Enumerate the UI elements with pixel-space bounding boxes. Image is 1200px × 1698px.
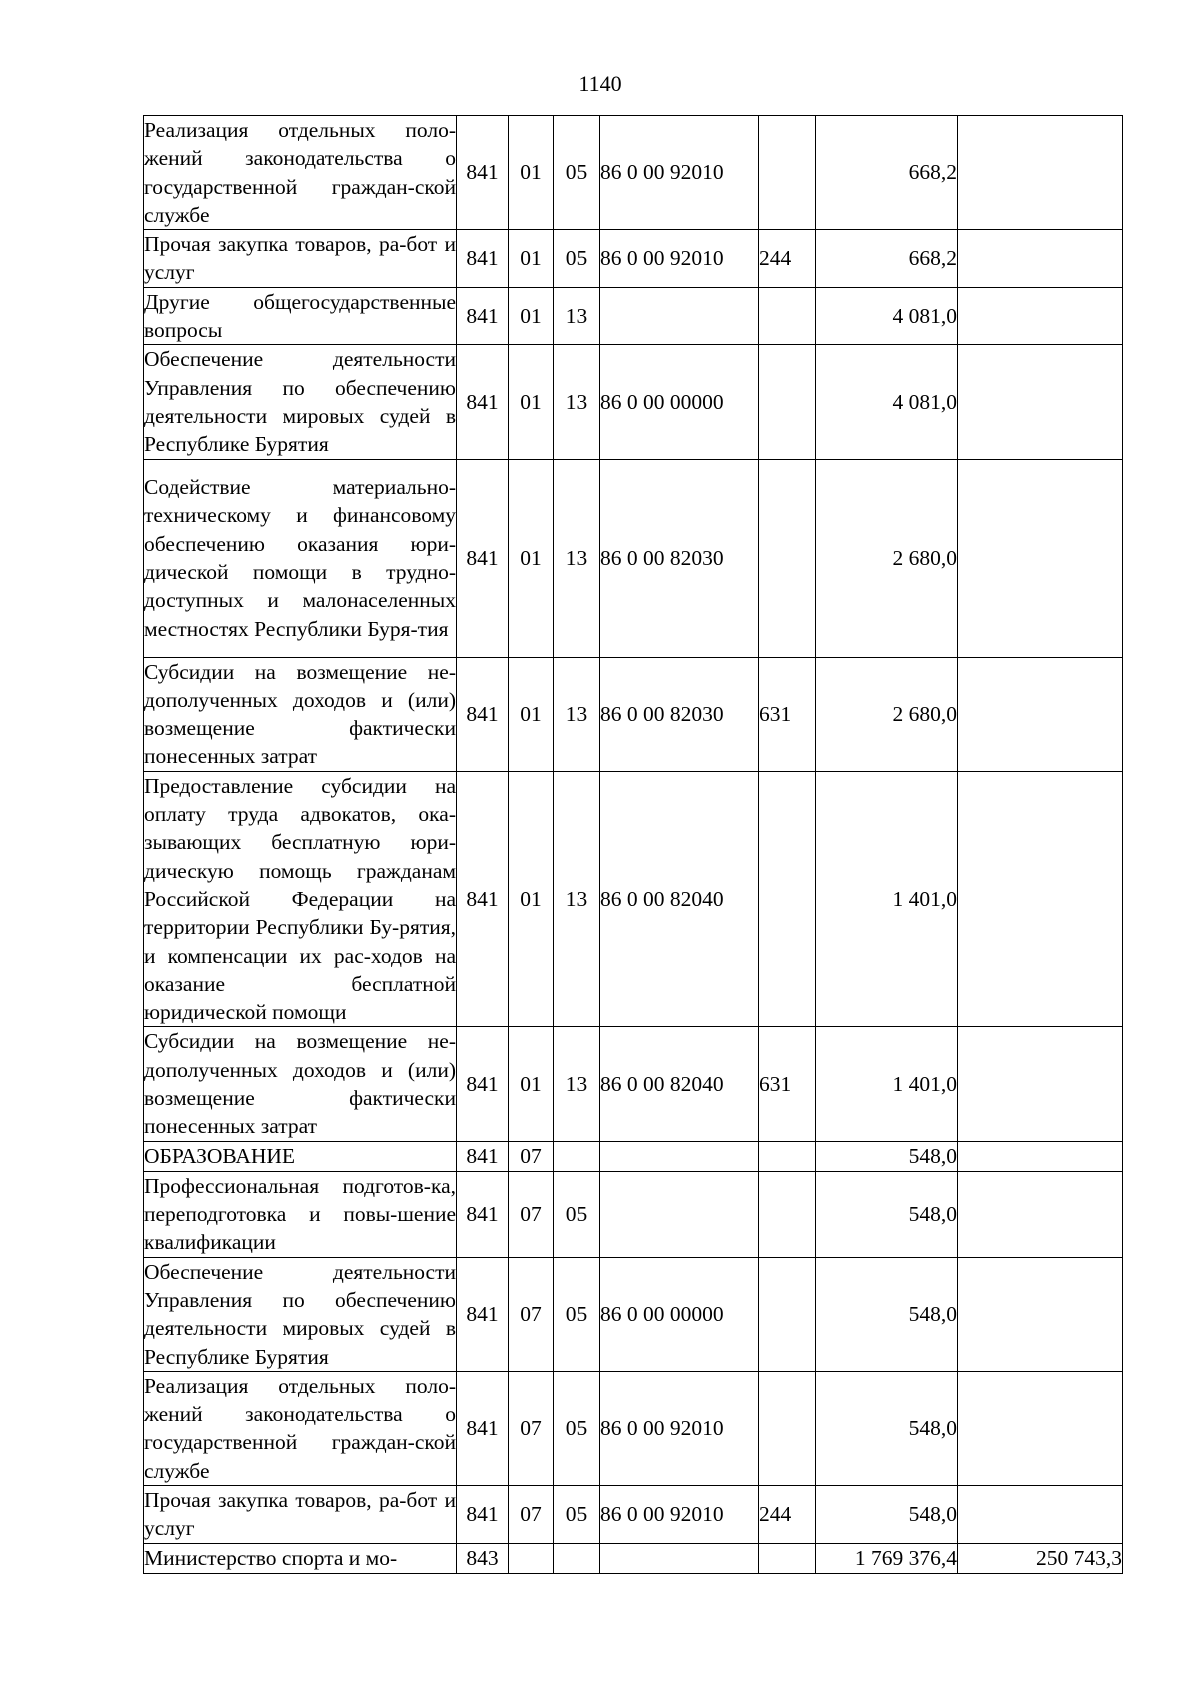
row-csr: 86 0 00 82030: [600, 657, 759, 771]
row-sum2: [958, 287, 1123, 345]
row-sum1: 1 401,0: [816, 1027, 958, 1141]
table-row: [144, 345, 1123, 459]
row-sum1: 1 401,0: [816, 771, 958, 1027]
row-pr: 13: [554, 459, 600, 657]
row-csr: 86 0 00 00000: [600, 345, 759, 459]
row-name: Предоставление субсидии на оплату труда адвокатов, ока-зывающих бесплатную юри-дическую помощь гражданам Российской Федерации на территории Республики Бу-рятия, и компенсации их рас-ходов на оказание бесплатной юридической помощи: [144, 771, 457, 1027]
row-sum2: [958, 1257, 1123, 1371]
row-csr: 86 0 00 92010: [600, 1371, 759, 1485]
row-name: Субсидии на возмещение не-дополученных доходов и (или) возмещение фактически понесенных затрат: [144, 657, 457, 771]
row-csr: 86 0 00 82040: [600, 771, 759, 1027]
row-pr: 05: [554, 230, 600, 288]
row-rz: 07: [509, 1171, 554, 1257]
row-rz: 07: [509, 1257, 554, 1371]
row-grbs: 841: [457, 771, 509, 1027]
row-name: Обеспечение деятельности Управления по обеспечению деятельности мировых судей в Республике Бурятия: [144, 345, 457, 459]
row-name: Обеспечение деятельности Управления по обеспечению деятельности мировых судей в Республике Бурятия: [144, 1257, 457, 1371]
row-rz: [509, 1543, 554, 1573]
row-grbs: 843: [457, 1543, 509, 1573]
table-row: [144, 116, 1123, 230]
row-vr: 631: [759, 1027, 816, 1141]
row-name: Реализация отдельных поло-жений законодательства о государственной граждан-ской службе: [144, 116, 457, 230]
row-sum1: 548,0: [816, 1141, 958, 1171]
row-rz: 07: [509, 1371, 554, 1485]
row-pr: [554, 1543, 600, 1573]
budget-table: [143, 115, 1123, 1574]
row-csr: [600, 1171, 759, 1257]
row-pr: 13: [554, 287, 600, 345]
row-sum2: [958, 116, 1123, 230]
row-sum2: 250 743,3: [958, 1543, 1123, 1573]
row-vr: [759, 1141, 816, 1171]
row-vr: 631: [759, 657, 816, 771]
row-sum2: [958, 230, 1123, 288]
table-row: [144, 1257, 1123, 1371]
row-rz: 07: [509, 1141, 554, 1171]
row-sum1: 548,0: [816, 1485, 958, 1543]
row-pr: [554, 1141, 600, 1171]
row-grbs: 841: [457, 1171, 509, 1257]
row-pr: 13: [554, 1027, 600, 1141]
row-sum1: 548,0: [816, 1171, 958, 1257]
row-rz: 01: [509, 459, 554, 657]
row-name: Реализация отдельных поло-жений законодательства о государственной граждан-ской службе: [144, 1371, 457, 1485]
row-sum1: 1 769 376,4: [816, 1543, 958, 1573]
row-grbs: 841: [457, 657, 509, 771]
row-sum2: [958, 1485, 1123, 1543]
row-csr: 86 0 00 92010: [600, 230, 759, 288]
row-pr: 05: [554, 1485, 600, 1543]
row-sum1: 668,2: [816, 116, 958, 230]
row-pr: 13: [554, 345, 600, 459]
row-name: Субсидии на возмещение не-дополученных доходов и (или) возмещение фактически понесенных затрат: [144, 1027, 457, 1141]
table-row: [144, 1371, 1123, 1485]
row-rz: 01: [509, 345, 554, 459]
row-pr: 05: [554, 1257, 600, 1371]
row-rz: 01: [509, 657, 554, 771]
row-pr: 13: [554, 657, 600, 771]
row-sum2: [958, 1371, 1123, 1485]
table-row: [144, 1027, 1123, 1141]
row-rz: 01: [509, 116, 554, 230]
row-vr: [759, 1257, 816, 1371]
row-sum1: 2 680,0: [816, 459, 958, 657]
row-csr: 86 0 00 82040: [600, 1027, 759, 1141]
row-grbs: 841: [457, 1027, 509, 1141]
table-row: [144, 1485, 1123, 1543]
table-row: [144, 1543, 1123, 1573]
row-name: ОБРАЗОВАНИЕ: [144, 1141, 457, 1171]
row-csr: 86 0 00 82030: [600, 459, 759, 657]
table-body: [144, 116, 1123, 1574]
row-vr: [759, 116, 816, 230]
row-pr: 05: [554, 1371, 600, 1485]
row-name: Другие общегосударственные вопросы: [144, 287, 457, 345]
row-name: Содействие материально-техническому и финансовому обеспечению оказания юри-дической помощи в трудно-доступных и малонаселенных местностях Республики Буря-тия: [144, 459, 457, 657]
row-csr: [600, 287, 759, 345]
table-row: [144, 771, 1123, 1027]
row-vr: [759, 287, 816, 345]
table-row: [144, 287, 1123, 345]
row-sum1: 668,2: [816, 230, 958, 288]
row-name: Прочая закупка товаров, ра-бот и услуг: [144, 230, 457, 288]
row-grbs: 841: [457, 1371, 509, 1485]
row-sum1: 2 680,0: [816, 657, 958, 771]
row-pr: 05: [554, 116, 600, 230]
row-sum2: [958, 1171, 1123, 1257]
row-vr: [759, 1371, 816, 1485]
row-sum2: [958, 771, 1123, 1027]
table-row: [144, 657, 1123, 771]
row-csr: 86 0 00 92010: [600, 116, 759, 230]
row-grbs: 841: [457, 1141, 509, 1171]
row-grbs: 841: [457, 345, 509, 459]
row-rz: 01: [509, 771, 554, 1027]
table-row: [144, 459, 1123, 657]
row-vr: [759, 345, 816, 459]
page-number: 1140: [578, 71, 622, 96]
row-rz: 01: [509, 1027, 554, 1141]
row-sum1: 548,0: [816, 1371, 958, 1485]
row-csr: [600, 1141, 759, 1171]
row-grbs: 841: [457, 116, 509, 230]
table-row: [144, 1141, 1123, 1171]
row-rz: 01: [509, 287, 554, 345]
row-sum2: [958, 1027, 1123, 1141]
row-grbs: 841: [457, 1257, 509, 1371]
row-vr: [759, 459, 816, 657]
row-pr: 05: [554, 1171, 600, 1257]
row-vr: [759, 1543, 816, 1573]
row-grbs: 841: [457, 1485, 509, 1543]
row-vr: [759, 1171, 816, 1257]
row-sum2: [958, 657, 1123, 771]
row-sum1: 4 081,0: [816, 287, 958, 345]
table-row: [144, 230, 1123, 288]
table-row: [144, 1171, 1123, 1257]
row-name: Профессиональная подготов-ка, переподготовка и повы-шение квалификации: [144, 1171, 457, 1257]
row-vr: [759, 771, 816, 1027]
row-sum1: 548,0: [816, 1257, 958, 1371]
row-grbs: 841: [457, 230, 509, 288]
row-rz: 01: [509, 230, 554, 288]
row-vr: 244: [759, 230, 816, 288]
row-vr: 244: [759, 1485, 816, 1543]
row-csr: 86 0 00 00000: [600, 1257, 759, 1371]
row-rz: 07: [509, 1485, 554, 1543]
row-sum2: [958, 1141, 1123, 1171]
row-csr: [600, 1543, 759, 1573]
row-grbs: 841: [457, 459, 509, 657]
row-sum2: [958, 345, 1123, 459]
row-sum2: [958, 459, 1123, 657]
row-sum1: 4 081,0: [816, 345, 958, 459]
row-name: Министерство спорта и мо-: [144, 1543, 457, 1573]
row-csr: 86 0 00 92010: [600, 1485, 759, 1543]
row-name: Прочая закупка товаров, ра-бот и услуг: [144, 1485, 457, 1543]
row-grbs: 841: [457, 287, 509, 345]
row-pr: 13: [554, 771, 600, 1027]
